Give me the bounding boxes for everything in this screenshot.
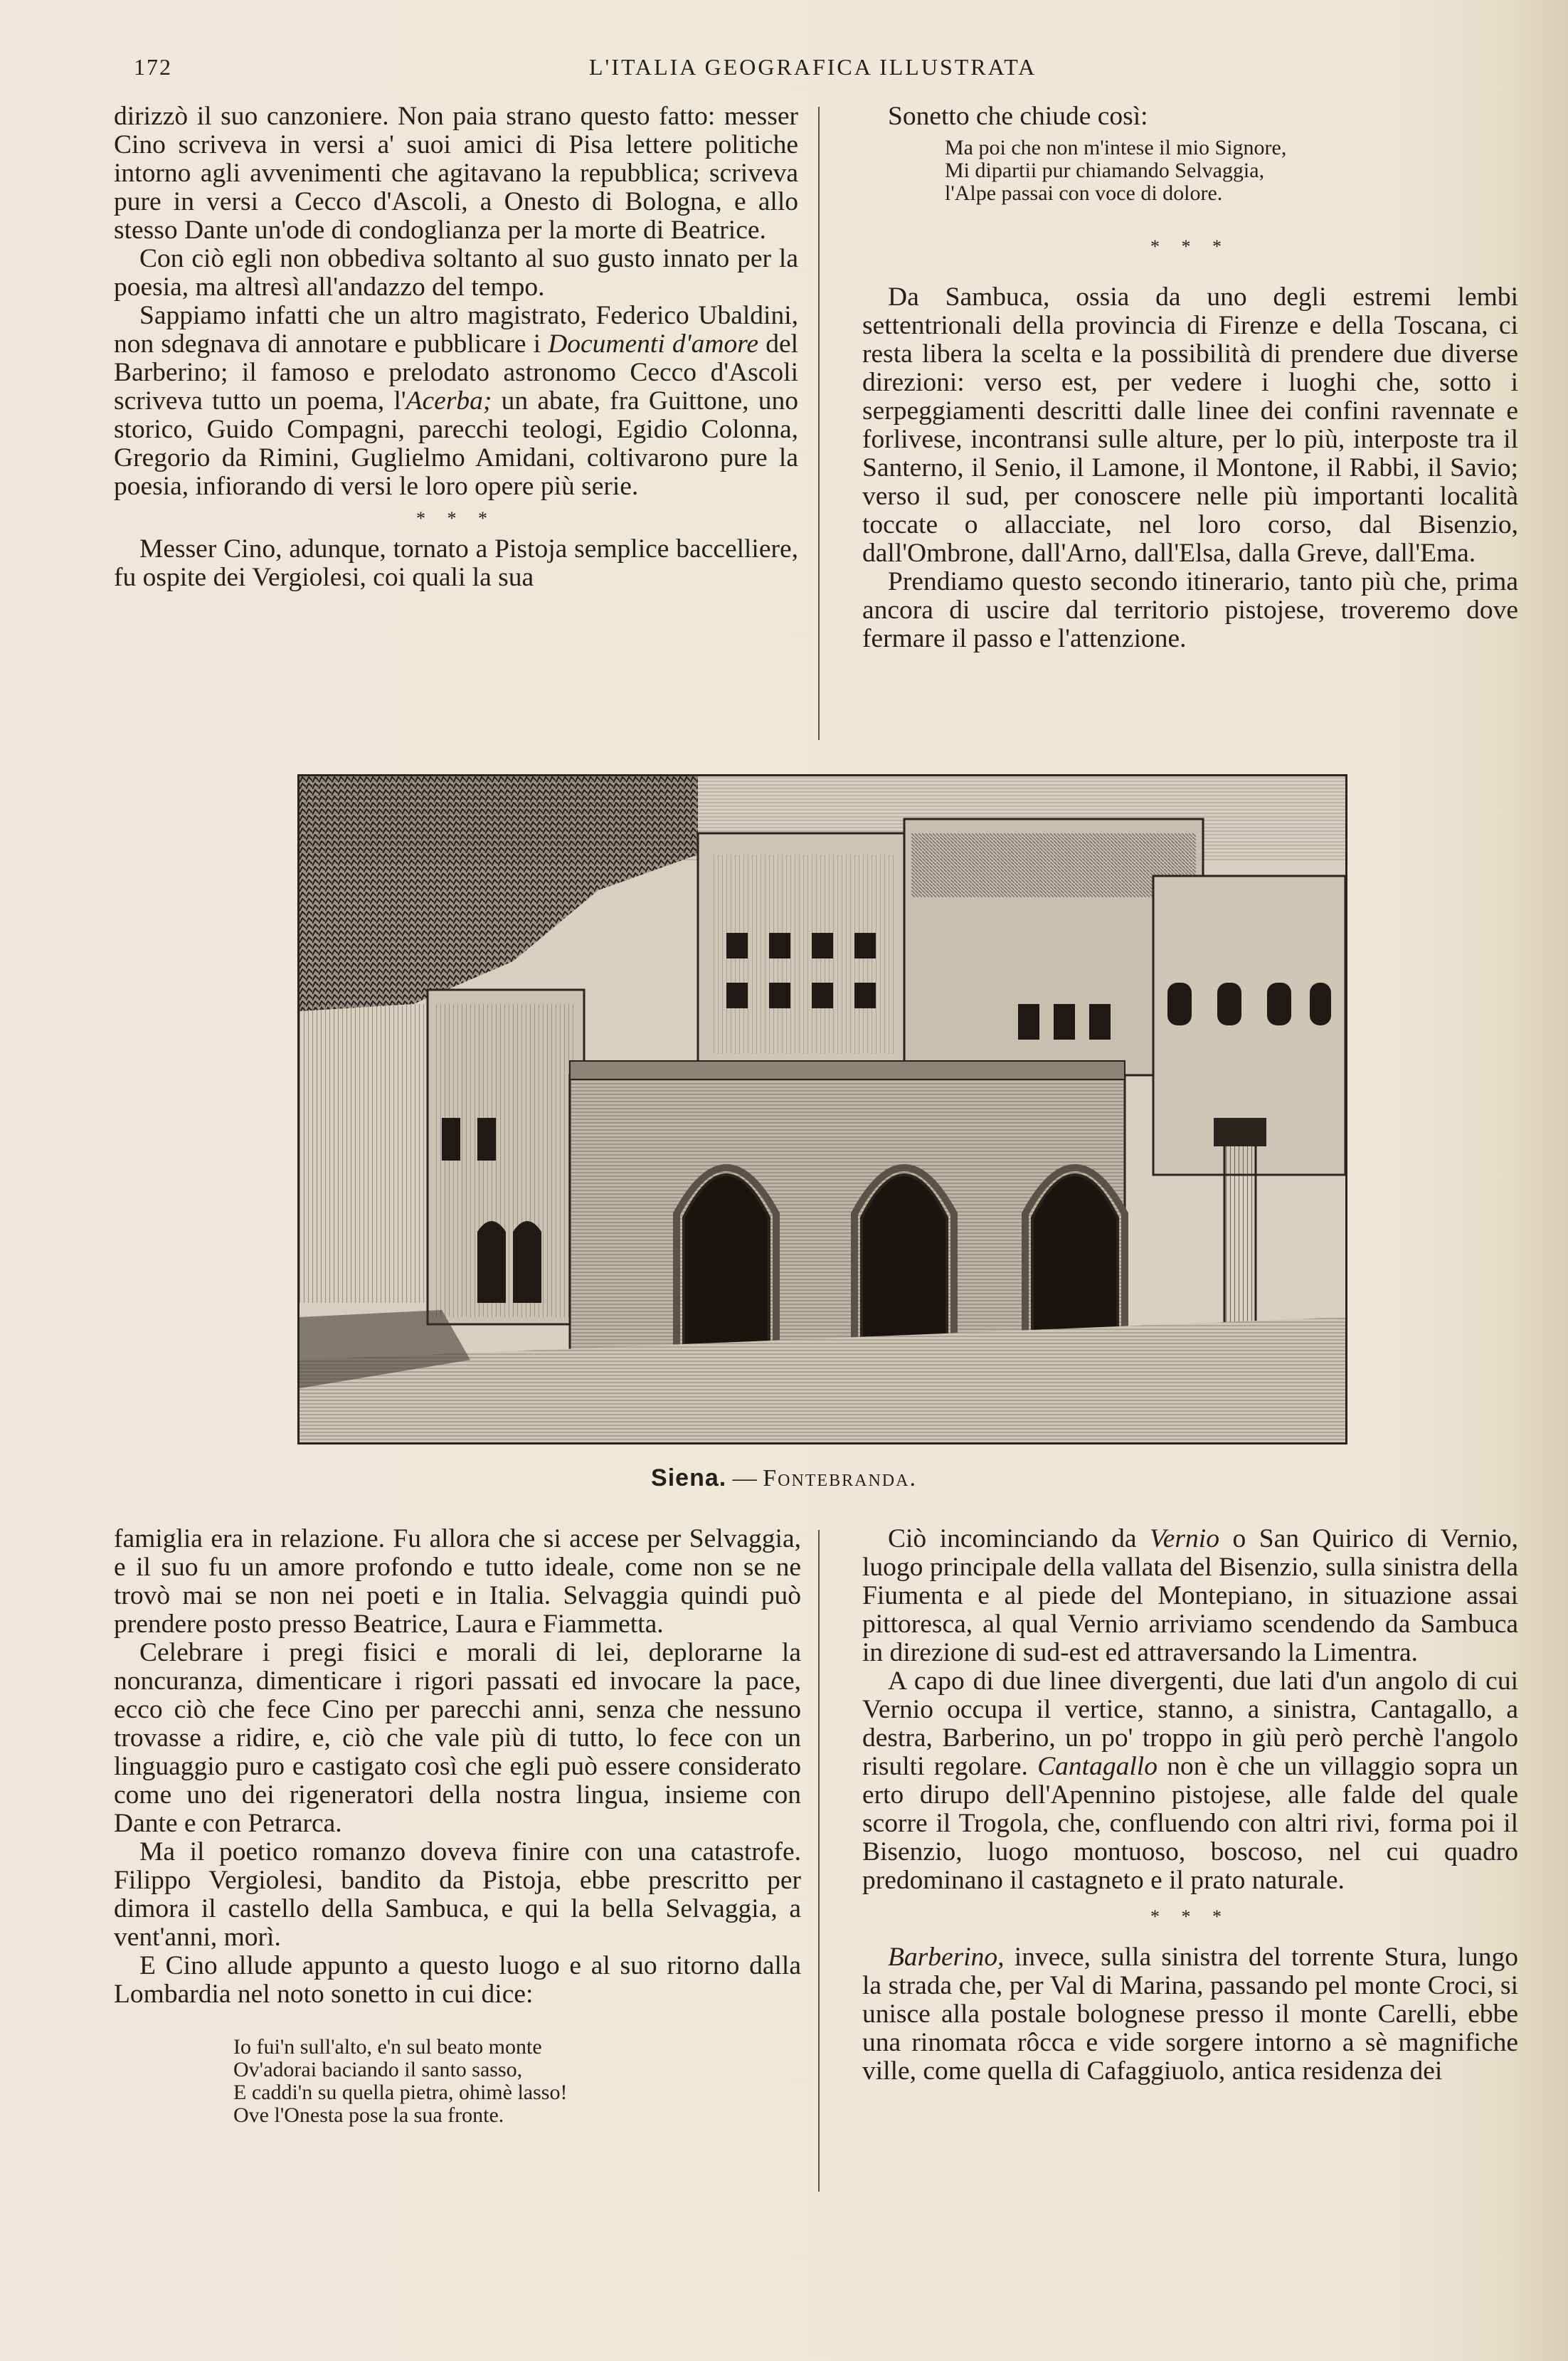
caption-separator: — [732, 1465, 757, 1491]
paragraph: Prendiamo questo secondo itinerario, tanto più che, prima ancora di uscire dal territorio pistojese, troveremo dove fermare il passo e l'attenzione. [862, 567, 1518, 653]
caption-subject: Fontebranda. [763, 1465, 917, 1491]
poem-line: Ove l'Onesta pose la sua fronte. [233, 2103, 504, 2127]
column-left-top [114, 102, 798, 592]
sonnet-excerpt [233, 2036, 801, 2127]
place-name: Cantagallo [1037, 1752, 1158, 1781]
fontebranda-engraving [300, 776, 1345, 1442]
paragraph: famiglia era in relazione. Fu allora che si accese per Selvaggia, e il suo fu un amore profondo e tutto ideale, come non se ne trovò mai se non nei poeti e in Italia. Selvaggia quindi può prendere posto presso Beatrice, Laura e Fiammetta. [114, 1524, 801, 1639]
poem-line: l'Alpe passai con voce di dolore. [945, 181, 1223, 205]
paragraph: Sonetto che chiude così: [888, 102, 1148, 131]
book-title: Documenti d'amore [548, 329, 759, 359]
page-number: 172 [134, 54, 172, 80]
column-divider [818, 107, 820, 740]
running-title: L'ITALIA GEOGRAFICA ILLUSTRATA [589, 54, 1037, 80]
paragraph: A capo di due linee divergenti, due lati d'un angolo di cui Vernio occupa il vertice, stanno, a sinistra, Cantagallo, a destra, Barberino, un po' troppo in giù però perchè l'angolo risulti regolare. Cantagallo non è che un villaggio sopra un erto dirupo dell'Apennino pistojese, alle falde del quale scorre il Trogola, che, confluendo con altri rivi, forma poi il Bisenzio, luogo montuoso, boscoso, nel cui quadro predominano il castagneto e il prato naturale. [862, 1667, 1519, 1895]
column-divider [818, 1530, 820, 2192]
paragraph: E Cino allude appunto a questo luogo e al suo ritorno dalla Lombardia nel noto sonetto in cui dice: [114, 1951, 801, 2009]
section-separator: * * * [1150, 1906, 1230, 1927]
section-separator: * * * [416, 508, 496, 529]
figure-caption [0, 1464, 1568, 1492]
poem-line: Ma poi che non m'intese il mio Signore, [945, 136, 1287, 159]
caption-place: Siena. [651, 1464, 727, 1491]
poem-line: Mi dipartii pur chiamando Selvaggia, [945, 159, 1265, 182]
poem-line: Ov'adorai baciando il santo sasso, [233, 2058, 523, 2081]
sonnet-excerpt [945, 137, 1518, 205]
paragraph: Celebrare i pregi fisici e morali di lei, deplorarne la noncuranza, dimenticare i rigori passati ed invocare la pace, ecco ciò che fece Cino per parecchi anni, senza che nessuno trovasse a ridire, e, ciò che vale più di tutto, lo fece con un linguaggio puro e castigato così che egli può essere considerato come uno dei rigeneratori della nostra lingua, insieme con Dante e con Petrarca. [114, 1638, 801, 1838]
paragraph: Da Sambuca, ossia da uno degli estremi lembi settentrionali della provincia di Firenze e della Toscana, ci resta libera la scelta e la possibilità di prendere due diverse direzioni: verso est, per vedere i luoghi che, sotto i serpeggiamenti descritti dalle linee dei confini ravennate e forlivese, incontransi sulle alture, per lo più, interposte tra il Santerno, il Senio, il Lamone, il Montone, il Rabbi, il Savio; verso il sud, per conoscere nelle più importanti località toccate o allacciate, nel loro corso, dal Bisenzio, dall'Ombrone, dall'Arno, dall'Elsa, dalla Greve, dall'Ema. [862, 282, 1518, 568]
engraving-illustration [297, 774, 1347, 1444]
paragraph: Barberino, invece, sulla sinistra del torrente Stura, lungo la strada che, per Val di Marina, passando pel monte Croci, si unisce alla postale bolognese presso il monte Carelli, ebbe una rinomata rôcca e vide sorgere intorno a sè magnifiche ville, come quella di Cafaggiuolo, antica residenza dei [862, 1943, 1518, 2086]
paragraph: Messer Cino, adunque, tornato a Pistoja semplice baccelliere, fu ospite dei Vergiolesi, coi quali la sua [114, 534, 798, 592]
column-right-bottom [862, 1525, 1518, 2086]
paragraph: Ma il poetico romanzo doveva finire con una catastrofe. Filippo Vergiolesi, bandito da Pistoja, ebbe prescritto per dimora il castello della Sambuca, e qui la bella Selvaggia, a vent'anni, morì. [114, 1837, 801, 1952]
section-separator: * * * [1150, 236, 1230, 257]
column-right-top [862, 102, 1518, 653]
poem-line: Io fui'n sull'alto, e'n sul beato monte [233, 2035, 542, 2059]
column-left-bottom [114, 1525, 801, 2127]
poem-line: E caddi'n su quella pietra, ohimè lasso! [233, 2081, 568, 2104]
place-name: Vernio [1150, 1524, 1219, 1553]
running-header [134, 54, 1457, 90]
paragraph: Ciò incominciando da Vernio o San Quirico di Vernio, luogo principale della vallata del Bisenzio, sulla sinistra della Fiumenta e al piede del Montepiano, in situazione assai pittoresca, al qual Vernio arriviamo scendendo da Sambuca in direzione di sud-est ed attraversando la Limentra. [862, 1524, 1518, 1667]
paragraph: Con ciò egli non obbediva soltanto al suo gusto innato per la poesia, ma altresì all'andazzo del tempo. [114, 244, 798, 302]
paragraph: dirizzò il suo canzoniere. Non paia strano questo fatto: messer Cino scriveva in versi a' suoi amici di Pisa lettere politiche intorno agli avvenimenti che agitavano la repubblica; scriveva pure in versi a Cecco d'Ascoli, a Onesto di Bologna, e allo stesso Dante un'ode di condoglianza per la morte di Beatrice. [114, 102, 798, 245]
book-title: Acerba; [406, 386, 492, 416]
place-name: Barberino, [888, 1943, 1005, 1972]
paragraph: Sappiamo infatti che un altro magistrato, Federico Ubaldini, non sdegnava di annotare e pubblicare i Documenti d'amore del Barberino; il famoso e prelodato astronomo Cecco d'Ascoli scriveva tutto un poema, l'Acerba; un abate, fra Guittone, uno storico, Guido Compagni, parecchi teologi, Egidio Colonna, Gregorio da Rimini, Guglielmo Amidani, coltivarono pure la poesia, infiorando di versi le loro opere più serie. [114, 301, 799, 501]
